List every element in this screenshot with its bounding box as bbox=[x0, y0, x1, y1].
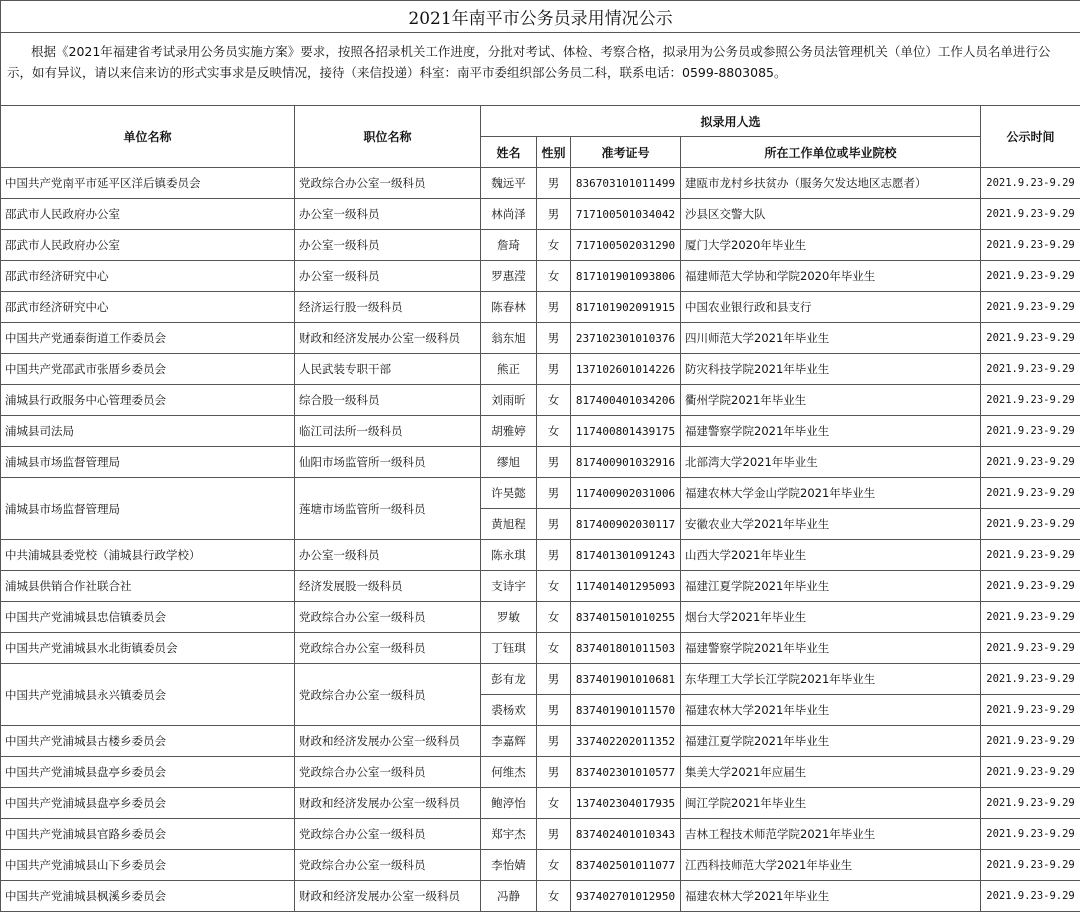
name-cell: 裘杨欢 bbox=[481, 695, 537, 726]
unit-cell: 浦城县行政服务中心管理委员会 bbox=[1, 385, 295, 416]
exam-no-cell: 237102301010376 bbox=[571, 323, 681, 354]
header-unit: 单位名称 bbox=[1, 106, 295, 168]
position-cell: 党政综合办公室一级科员 bbox=[295, 850, 481, 881]
exam-no-cell: 137102601014226 bbox=[571, 354, 681, 385]
name-cell: 冯静 bbox=[481, 881, 537, 912]
position-cell: 经济运行股一级科员 bbox=[295, 292, 481, 323]
header-position: 职位名称 bbox=[295, 106, 481, 168]
workplace-cell: 福建警察学院2021年毕业生 bbox=[681, 416, 981, 447]
table-row bbox=[1, 633, 1080, 664]
header-workplace: 所在工作单位或毕业院校 bbox=[681, 137, 981, 168]
period-cell: 2021.9.23-9.29 bbox=[981, 633, 1080, 664]
gender-cell: 女 bbox=[537, 788, 571, 819]
name-cell: 陈春林 bbox=[481, 292, 537, 323]
period-cell: 2021.9.23-9.29 bbox=[981, 695, 1080, 726]
unit-cell: 浦城县供销合作社联合社 bbox=[1, 571, 295, 602]
position-cell: 党政综合办公室一级科员 bbox=[295, 819, 481, 850]
table-row bbox=[1, 540, 1080, 571]
period-cell: 2021.9.23-9.29 bbox=[981, 261, 1080, 292]
period-cell: 2021.9.23-9.29 bbox=[981, 664, 1080, 695]
period-cell: 2021.9.23-9.29 bbox=[981, 602, 1080, 633]
workplace-cell: 福建警察学院2021年毕业生 bbox=[681, 633, 981, 664]
period-cell: 2021.9.23-9.29 bbox=[981, 509, 1080, 540]
exam-no-cell: 137402304017935 bbox=[571, 788, 681, 819]
workplace-cell: 四川师范大学2021年毕业生 bbox=[681, 323, 981, 354]
header-name: 姓名 bbox=[481, 137, 537, 168]
exam-no-cell: 837402401010343 bbox=[571, 819, 681, 850]
gender-cell: 女 bbox=[537, 850, 571, 881]
period-cell: 2021.9.23-9.29 bbox=[981, 323, 1080, 354]
period-cell: 2021.9.23-9.29 bbox=[981, 447, 1080, 478]
workplace-cell: 江西科技师范大学2021年毕业生 bbox=[681, 850, 981, 881]
gender-cell: 男 bbox=[537, 664, 571, 695]
period-cell: 2021.9.23-9.29 bbox=[981, 757, 1080, 788]
exam-no-cell: 717100501034042 bbox=[571, 199, 681, 230]
gender-cell: 男 bbox=[537, 695, 571, 726]
unit-cell: 邵武市人民政府办公室 bbox=[1, 199, 295, 230]
name-cell: 李嘉辉 bbox=[481, 726, 537, 757]
name-cell: 缪旭 bbox=[481, 447, 537, 478]
position-cell: 办公室一级科员 bbox=[295, 540, 481, 571]
workplace-cell: 福建江夏学院2021年毕业生 bbox=[681, 726, 981, 757]
exam-no-cell: 837402301010577 bbox=[571, 757, 681, 788]
workplace-cell: 安徽农业大学2021年毕业生 bbox=[681, 509, 981, 540]
unit-cell: 中国共产党浦城县永兴镇委员会 bbox=[1, 664, 295, 726]
gender-cell: 男 bbox=[537, 509, 571, 540]
position-cell: 综合股一级科员 bbox=[295, 385, 481, 416]
header-exam-no: 准考证号 bbox=[571, 137, 681, 168]
exam-no-cell: 817400401034206 bbox=[571, 385, 681, 416]
header-period: 公示时间 bbox=[981, 106, 1080, 168]
gender-cell: 男 bbox=[537, 168, 571, 199]
table-row bbox=[1, 788, 1080, 819]
unit-cell: 中国共产党浦城县古楼乡委员会 bbox=[1, 726, 295, 757]
period-cell: 2021.9.23-9.29 bbox=[981, 540, 1080, 571]
gender-cell: 女 bbox=[537, 633, 571, 664]
unit-cell: 中国共产党浦城县盘亭乡委员会 bbox=[1, 788, 295, 819]
name-cell: 支诗宇 bbox=[481, 571, 537, 602]
gender-cell: 男 bbox=[537, 819, 571, 850]
table-body bbox=[1, 168, 1080, 912]
position-cell: 仙阳市场监管所一级科员 bbox=[295, 447, 481, 478]
exam-no-cell: 817101901093806 bbox=[571, 261, 681, 292]
name-cell: 鲍渟怡 bbox=[481, 788, 537, 819]
table-row bbox=[1, 261, 1080, 292]
position-cell: 经济发展股一级科员 bbox=[295, 571, 481, 602]
exam-no-cell: 836703101011499 bbox=[571, 168, 681, 199]
exam-no-cell: 117401401295093 bbox=[571, 571, 681, 602]
exam-no-cell: 837401801011503 bbox=[571, 633, 681, 664]
unit-cell: 中国共产党浦城县枫溪乡委员会 bbox=[1, 881, 295, 912]
header-candidate-group: 拟录用人选 bbox=[481, 106, 981, 137]
unit-cell: 中国共产党南平市延平区洋后镇委员会 bbox=[1, 168, 295, 199]
position-cell: 办公室一级科员 bbox=[295, 230, 481, 261]
workplace-cell: 厦门大学2020年毕业生 bbox=[681, 230, 981, 261]
exam-no-cell: 937402701012950 bbox=[571, 881, 681, 912]
period-cell: 2021.9.23-9.29 bbox=[981, 199, 1080, 230]
exam-no-cell: 817101902091915 bbox=[571, 292, 681, 323]
name-cell: 陈永琪 bbox=[481, 540, 537, 571]
period-cell: 2021.9.23-9.29 bbox=[981, 354, 1080, 385]
position-cell: 党政综合办公室一级科员 bbox=[295, 664, 481, 726]
position-cell: 人民武装专职干部 bbox=[295, 354, 481, 385]
gender-cell: 男 bbox=[537, 447, 571, 478]
workplace-cell: 东华理工大学长江学院2021年毕业生 bbox=[681, 664, 981, 695]
gender-cell: 女 bbox=[537, 230, 571, 261]
page-title: 2021年南平市公务员录用情况公示 bbox=[1, 1, 1080, 33]
gender-cell: 男 bbox=[537, 323, 571, 354]
table-row bbox=[1, 323, 1080, 354]
table-row bbox=[1, 292, 1080, 323]
name-cell: 郑宇杰 bbox=[481, 819, 537, 850]
workplace-cell: 福建师范大学协和学院2020年毕业生 bbox=[681, 261, 981, 292]
period-cell: 2021.9.23-9.29 bbox=[981, 416, 1080, 447]
workplace-cell: 沙县区交警大队 bbox=[681, 199, 981, 230]
table-row bbox=[1, 757, 1080, 788]
table-row bbox=[1, 819, 1080, 850]
header-gender: 性别 bbox=[537, 137, 571, 168]
name-cell: 何维杰 bbox=[481, 757, 537, 788]
table-row bbox=[1, 478, 1080, 509]
unit-cell: 中国共产党浦城县水北街镇委员会 bbox=[1, 633, 295, 664]
unit-cell: 邵武市经济研究中心 bbox=[1, 292, 295, 323]
name-cell: 林尚泽 bbox=[481, 199, 537, 230]
unit-cell: 浦城县市场监督管理局 bbox=[1, 447, 295, 478]
gender-cell: 男 bbox=[537, 292, 571, 323]
name-cell: 黄旭程 bbox=[481, 509, 537, 540]
workplace-cell: 建瓯市龙村乡扶贫办（服务欠发达地区志愿者） bbox=[681, 168, 981, 199]
period-cell: 2021.9.23-9.29 bbox=[981, 292, 1080, 323]
name-cell: 罗惠滢 bbox=[481, 261, 537, 292]
table-row bbox=[1, 850, 1080, 881]
exam-no-cell: 837401501010255 bbox=[571, 602, 681, 633]
name-cell: 李怡婧 bbox=[481, 850, 537, 881]
workplace-cell: 闽江学院2021年毕业生 bbox=[681, 788, 981, 819]
gender-cell: 女 bbox=[537, 261, 571, 292]
position-cell: 党政综合办公室一级科员 bbox=[295, 168, 481, 199]
period-cell: 2021.9.23-9.29 bbox=[981, 881, 1080, 912]
name-cell: 彭有龙 bbox=[481, 664, 537, 695]
position-cell: 党政综合办公室一级科员 bbox=[295, 602, 481, 633]
position-cell: 财政和经济发展办公室一级科员 bbox=[295, 726, 481, 757]
unit-cell: 邵武市人民政府办公室 bbox=[1, 230, 295, 261]
unit-cell: 中国共产党浦城县山下乡委员会 bbox=[1, 850, 295, 881]
exam-no-cell: 117400902031006 bbox=[571, 478, 681, 509]
table-row bbox=[1, 881, 1080, 912]
workplace-cell: 吉林工程技术师范学院2021年毕业生 bbox=[681, 819, 981, 850]
table-row bbox=[1, 602, 1080, 633]
workplace-cell: 福建农林大学金山学院2021年毕业生 bbox=[681, 478, 981, 509]
name-cell: 詹琦 bbox=[481, 230, 537, 261]
workplace-cell: 山西大学2021年毕业生 bbox=[681, 540, 981, 571]
notice-text: 根据《2021年福建省考试录用公务员实施方案》要求，按照各招录机关工作进度，分批对考试、体检、考察合格，拟录用为公务员或参照公务员法管理机关（单位）工作人员名单进行公示，如有异议，请以来信来访的形式实事求是反映情况，接待（来信投递）科室：南平市委组织部公务员二科，联系电话：0599-8803085。 bbox=[1, 33, 1080, 106]
table-row bbox=[1, 230, 1080, 261]
name-cell: 刘雨昕 bbox=[481, 385, 537, 416]
table-row bbox=[1, 354, 1080, 385]
period-cell: 2021.9.23-9.29 bbox=[981, 788, 1080, 819]
workplace-cell: 北部湾大学2021年毕业生 bbox=[681, 447, 981, 478]
table-row bbox=[1, 571, 1080, 602]
workplace-cell: 中国农业银行政和县支行 bbox=[681, 292, 981, 323]
unit-cell: 浦城县司法局 bbox=[1, 416, 295, 447]
unit-cell: 浦城县市场监督管理局 bbox=[1, 478, 295, 540]
exam-no-cell: 817400901032916 bbox=[571, 447, 681, 478]
exam-no-cell: 117400801439175 bbox=[571, 416, 681, 447]
position-cell: 莲塘市场监管所一级科员 bbox=[295, 478, 481, 540]
table-row bbox=[1, 385, 1080, 416]
unit-cell: 中国共产党邵武市张厝乡委员会 bbox=[1, 354, 295, 385]
gender-cell: 男 bbox=[537, 540, 571, 571]
position-cell: 财政和经济发展办公室一级科员 bbox=[295, 881, 481, 912]
unit-cell: 中共浦城县委党校（浦城县行政学校） bbox=[1, 540, 295, 571]
position-cell: 党政综合办公室一级科员 bbox=[295, 757, 481, 788]
period-cell: 2021.9.23-9.29 bbox=[981, 168, 1080, 199]
position-cell: 办公室一级科员 bbox=[295, 199, 481, 230]
gender-cell: 女 bbox=[537, 881, 571, 912]
position-cell: 临江司法所一级科员 bbox=[295, 416, 481, 447]
unit-cell: 中国共产党浦城县盘亭乡委员会 bbox=[1, 757, 295, 788]
period-cell: 2021.9.23-9.29 bbox=[981, 230, 1080, 261]
gender-cell: 女 bbox=[537, 571, 571, 602]
name-cell: 丁钰琪 bbox=[481, 633, 537, 664]
workplace-cell: 福建农林大学2021年毕业生 bbox=[681, 695, 981, 726]
period-cell: 2021.9.23-9.29 bbox=[981, 726, 1080, 757]
period-cell: 2021.9.23-9.29 bbox=[981, 571, 1080, 602]
period-cell: 2021.9.23-9.29 bbox=[981, 478, 1080, 509]
name-cell: 胡雅婷 bbox=[481, 416, 537, 447]
period-cell: 2021.9.23-9.29 bbox=[981, 819, 1080, 850]
name-cell: 翁东旭 bbox=[481, 323, 537, 354]
unit-cell: 中国共产党浦城县官路乡委员会 bbox=[1, 819, 295, 850]
workplace-cell: 集美大学2021年应届生 bbox=[681, 757, 981, 788]
name-cell: 熊正 bbox=[481, 354, 537, 385]
period-cell: 2021.9.23-9.29 bbox=[981, 850, 1080, 881]
name-cell: 魏远平 bbox=[481, 168, 537, 199]
exam-no-cell: 837401901011570 bbox=[571, 695, 681, 726]
unit-cell: 邵武市经济研究中心 bbox=[1, 261, 295, 292]
workplace-cell: 烟台大学2021年毕业生 bbox=[681, 602, 981, 633]
unit-cell: 中国共产党浦城县忠信镇委员会 bbox=[1, 602, 295, 633]
table-row bbox=[1, 726, 1080, 757]
gender-cell: 男 bbox=[537, 478, 571, 509]
workplace-cell: 衢州学院2021年毕业生 bbox=[681, 385, 981, 416]
exam-no-cell: 717100502031290 bbox=[571, 230, 681, 261]
workplace-cell: 防灾科技学院2021年毕业生 bbox=[681, 354, 981, 385]
gender-cell: 男 bbox=[537, 354, 571, 385]
name-cell: 许昊懿 bbox=[481, 478, 537, 509]
workplace-cell: 福建农林大学2021年毕业生 bbox=[681, 881, 981, 912]
exam-no-cell: 837401901010681 bbox=[571, 664, 681, 695]
gender-cell: 女 bbox=[537, 385, 571, 416]
workplace-cell: 福建江夏学院2021年毕业生 bbox=[681, 571, 981, 602]
position-cell: 党政综合办公室一级科员 bbox=[295, 633, 481, 664]
exam-no-cell: 837402501011077 bbox=[571, 850, 681, 881]
exam-no-cell: 817401301091243 bbox=[571, 540, 681, 571]
table-row bbox=[1, 416, 1080, 447]
exam-no-cell: 817400902030117 bbox=[571, 509, 681, 540]
table-row bbox=[1, 199, 1080, 230]
gender-cell: 男 bbox=[537, 757, 571, 788]
name-cell: 罗敏 bbox=[481, 602, 537, 633]
table-row bbox=[1, 447, 1080, 478]
table-row bbox=[1, 168, 1080, 199]
gender-cell: 男 bbox=[537, 199, 571, 230]
gender-cell: 女 bbox=[537, 416, 571, 447]
table-row bbox=[1, 664, 1080, 695]
period-cell: 2021.9.23-9.29 bbox=[981, 385, 1080, 416]
gender-cell: 男 bbox=[537, 726, 571, 757]
exam-no-cell: 337402202011352 bbox=[571, 726, 681, 757]
unit-cell: 中国共产党通泰街道工作委员会 bbox=[1, 323, 295, 354]
position-cell: 办公室一级科员 bbox=[295, 261, 481, 292]
gender-cell: 女 bbox=[537, 602, 571, 633]
position-cell: 财政和经济发展办公室一级科员 bbox=[295, 323, 481, 354]
position-cell: 财政和经济发展办公室一级科员 bbox=[295, 788, 481, 819]
